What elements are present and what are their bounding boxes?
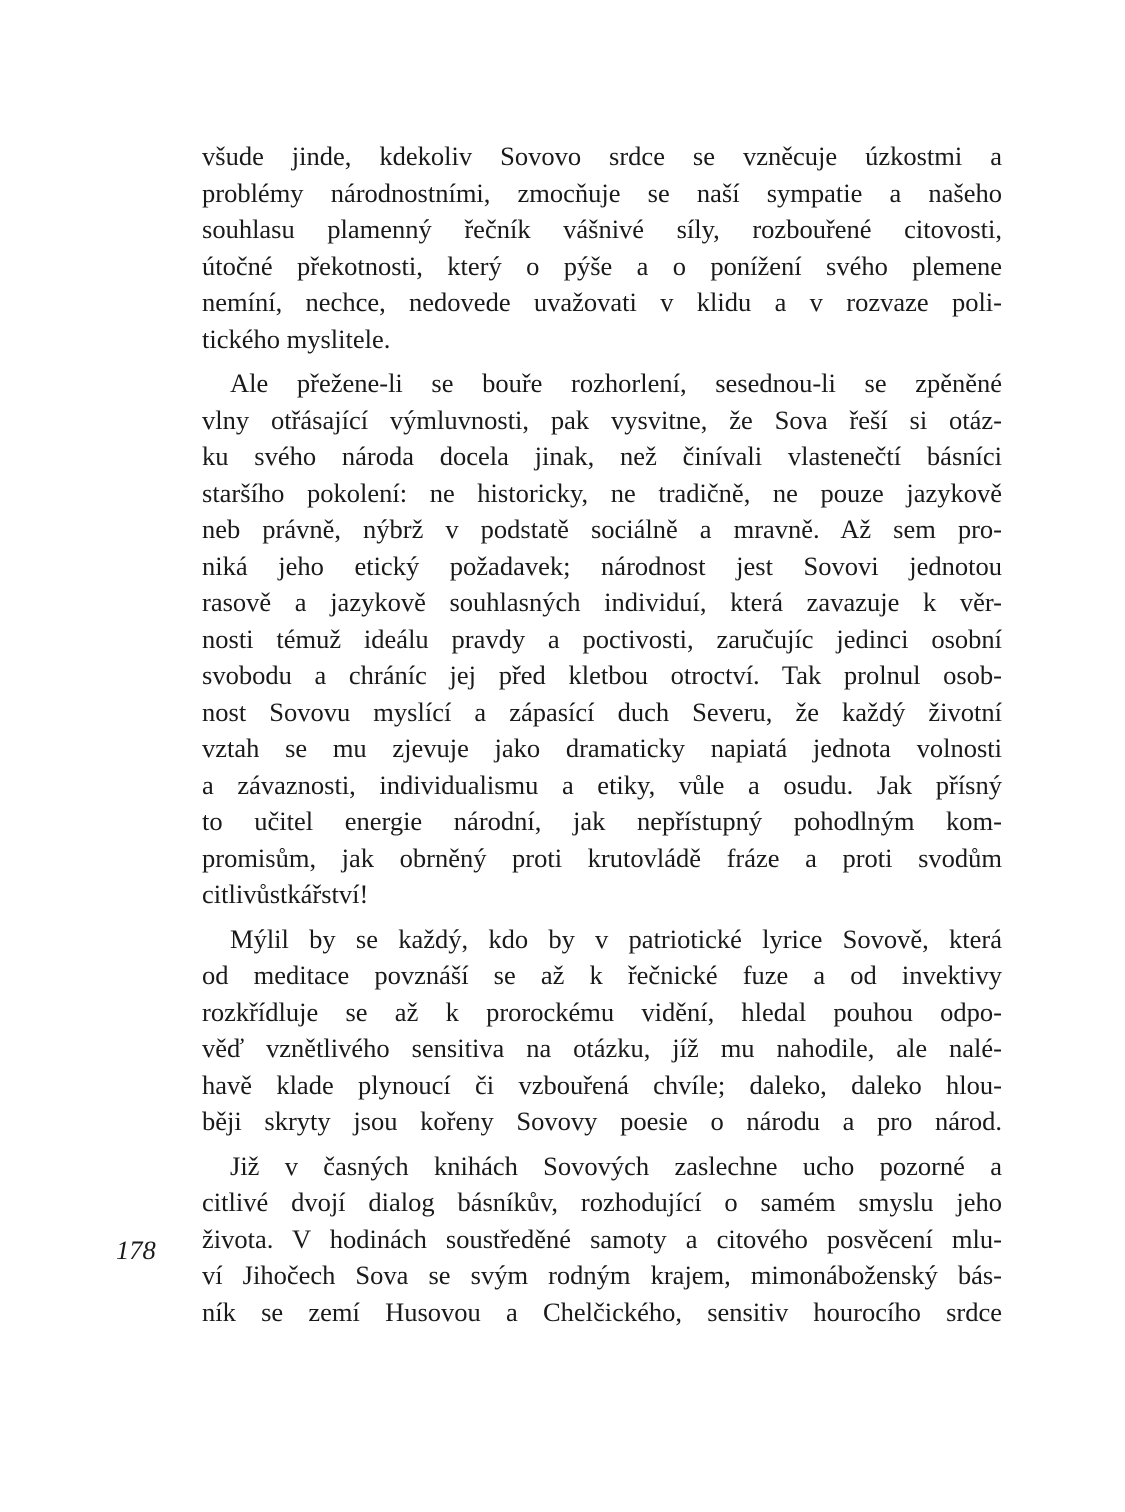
text-line: a závaznosti, individualismu a etiky, vůle a osudu. Jak přísný bbox=[202, 769, 1002, 800]
text-line: od meditace povznáší se až k řečnické fuze a od invektivy bbox=[202, 960, 1002, 990]
text-line: souhlasu plamenný řečník vášnivé síly, rozbouřené citovosti, bbox=[202, 214, 1002, 244]
text-line: citlivé dvojí dialog básníkův, rozhodující o samém smyslu jeho bbox=[202, 1187, 1002, 1217]
text-line: ku svého národa docela jinak, než činívali vlastenečtí básníci bbox=[202, 441, 1002, 471]
text-line: běji skryty jsou kořeny Sovovy poesie o národu a pro národ. bbox=[202, 1106, 1002, 1136]
text-line: to učitel energie národní, jak nepřístupný pohodlným kom- bbox=[202, 806, 1002, 836]
text-line: vztah se mu zjevuje jako dramaticky napiatá jednota volnosti bbox=[202, 733, 1002, 763]
text-line: ník se zemí Husovou a Chelčického, sensitiv hourocího srdce bbox=[202, 1296, 1002, 1327]
text-line: nosti témuž ideálu pravdy a poctivosti, zaručujíc jedinci osobní bbox=[202, 623, 1002, 654]
text-line: ví Jihočech Sova se svým rodným krajem, mimonáboženský bás- bbox=[202, 1260, 1002, 1290]
text-line: rasově a jazykově souhlasných individuí, která zavazuje k věr- bbox=[202, 587, 1002, 617]
text-line: staršího pokolení: ne historicky, ne tradičně, ne pouze jazykově bbox=[202, 477, 1002, 508]
text-line: života. V hodinách soustředěné samoty a citového posvěcení mlu- bbox=[202, 1223, 1002, 1254]
text-line: citlivůstkářství! bbox=[202, 879, 369, 909]
paragraph bbox=[202, 921, 1002, 1140]
page-number: 178 bbox=[116, 1235, 156, 1265]
text-line: Již v časných knihách Sovových zaslechne ucho pozorné a bbox=[230, 1150, 1002, 1181]
body-text bbox=[202, 138, 1002, 1330]
text-line: neb právně, nýbrž v podstatě sociálně a mravně. Až sem pro- bbox=[202, 514, 1002, 544]
text-line: nemíní, nechce, nedovede uvažovati v klidu a v rozvaze poli- bbox=[202, 287, 1002, 317]
text-line: promisům, jak obrněný proti krutovládě fráze a proti svodům bbox=[202, 842, 1002, 873]
text-line: problémy národnostními, zmocňuje se naší sympatie a našeho bbox=[202, 177, 1002, 208]
text-line: Ale přežene-li se bouře rozhorlení, sesednou-li se zpěněné bbox=[230, 368, 1002, 398]
text-line: niká jeho etický požadavek; národnost jest Sovovi jednotou bbox=[202, 550, 1002, 581]
text-line: Mýlil by se každý, kdo by v patriotické lyrice Sovově, která bbox=[230, 923, 1002, 954]
text-line: rozkřídluje se až k prorockému vidění, hledal pouhou odpo- bbox=[202, 996, 1002, 1027]
text-line: útočné překotnosti, který o pýše a o ponížení svého plemene bbox=[202, 250, 1002, 281]
text-line: věď vznětlivého sensitiva na otázku, jíž mu nahodile, ale nalé- bbox=[202, 1033, 1002, 1063]
paragraph bbox=[202, 138, 1002, 357]
text-line: všude jinde, kdekoliv Sovovo srdce se vzněcuje úzkostmi a bbox=[202, 141, 1002, 171]
paragraph bbox=[202, 365, 1002, 913]
paragraph bbox=[202, 1148, 1002, 1331]
text-line: vlny otřásající výmluvnosti, pak vysvitne, že Sova řeší si otáz- bbox=[202, 404, 1002, 435]
text-line: svobodu a chráníc jej před kletbou otroctví. Tak prolnul osob- bbox=[202, 660, 1002, 690]
text-line: havě klade plynoucí či vzbouřená chvíle; daleko, daleko hlou- bbox=[202, 1069, 1002, 1100]
text-line: nost Sovovu myslící a zápasící duch Severu, že každý životní bbox=[202, 696, 1002, 727]
text-line: tického myslitele. bbox=[202, 323, 391, 354]
